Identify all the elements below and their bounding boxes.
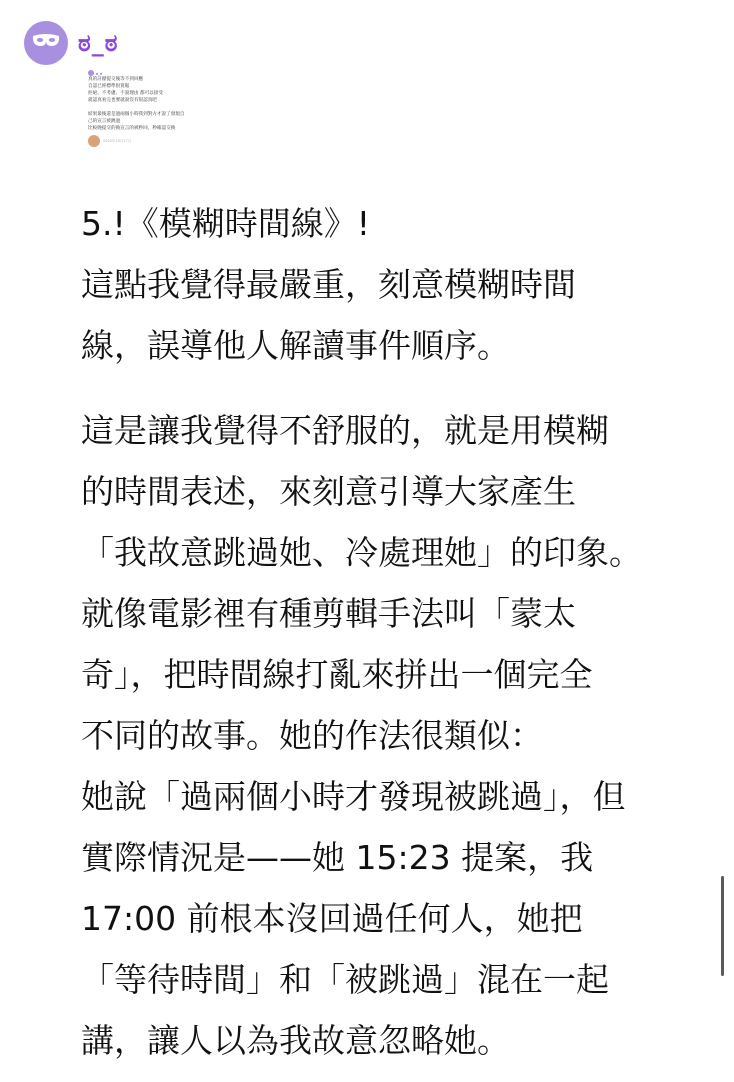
- body-line: 不同的故事。她的作法很類似：: [81, 716, 543, 755]
- username[interactable]: ಠ_ಠ: [78, 29, 119, 57]
- post-header: [24, 20, 118, 66]
- embed-footer: [88, 135, 206, 147]
- embed-line: 自認已經標準很寬鬆: [88, 84, 130, 89]
- body-line: 這點我覺得最嚴重，刻意模糊時間: [81, 265, 576, 304]
- embed-meta: 2025年10月17日: [103, 138, 132, 143]
- body-line: 這是讓我覺得不舒服的，就是用模糊: [81, 411, 609, 450]
- body-line: 就像電影裡有種剪輯手法叫「蒙太: [81, 594, 576, 633]
- body-line: 「等待時間」和「被跳過」混在一起: [81, 960, 609, 999]
- body-line: 17:00 前根本沒回過任何人，她把: [81, 899, 583, 938]
- body-line: 她說「過兩個小時才發現被跳過」，但: [81, 777, 626, 816]
- embed-line: 真的討厭提交後等不到回應: [88, 77, 144, 82]
- embed-line: 結果最後還是過兩個小時我到對方才說了發現自: [88, 112, 185, 117]
- body-line: 線，誤導他人解讀事件順序。: [81, 326, 510, 365]
- body-line: 講，讓人以為我故意忽略她。: [81, 1021, 510, 1060]
- post-body: [81, 204, 721, 1082]
- body-line: 「我故意跳過她、冷處理她」的印象。: [81, 533, 642, 572]
- embed-thumbnail: [88, 135, 100, 147]
- embed-line: 己的宣言被跳過: [88, 119, 121, 124]
- embed-username: ಠ_ಠ: [96, 70, 103, 76]
- embed-line: 拒絕、不考慮、不說理由 都可以接受: [88, 91, 163, 96]
- paragraph-gap: [81, 387, 721, 411]
- heading-line: 5.!《模糊時間線》!: [81, 204, 370, 243]
- embed-line: 就認真看完也要就說沒有很認真吧: [88, 98, 157, 103]
- body-line: 的時間表述，來刻意引導大家產生: [81, 472, 576, 511]
- body-line: 奇」，把時間線打亂來拼出一個完全: [81, 655, 593, 694]
- scrollbar[interactable]: [721, 876, 724, 976]
- body-line: 實際情況是——她 15:23 提案，我: [81, 838, 594, 877]
- avatar[interactable]: [24, 21, 68, 65]
- embedded-screenshot[interactable]: [88, 70, 206, 188]
- mask-icon: [31, 33, 61, 53]
- embed-line: 比較晚提交的換宣言的被秒回，秒確認交換: [88, 126, 176, 131]
